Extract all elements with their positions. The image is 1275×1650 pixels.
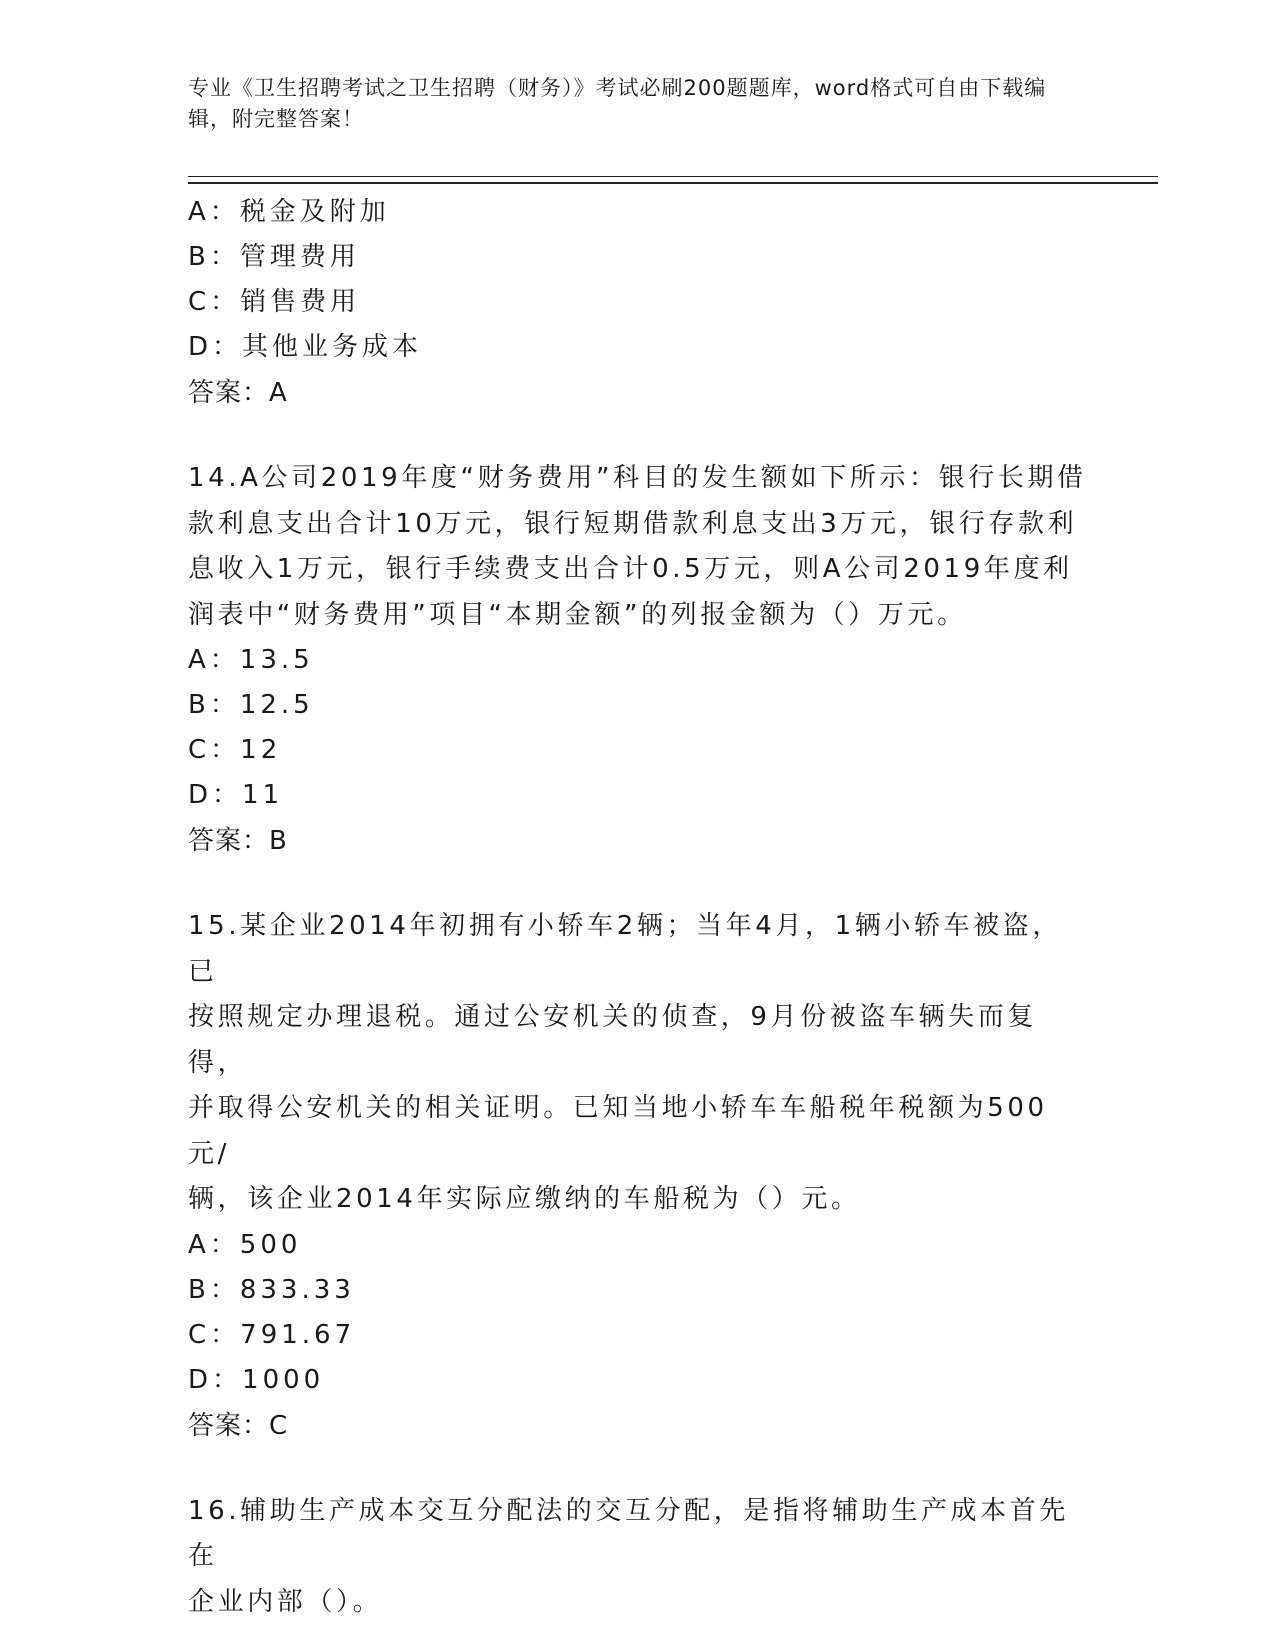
question-stem-line: 15.某企业2014年初拥有小轿车2辆；当年4月，1辆小轿车被盗，已 [188,911,1062,987]
spacer [188,864,1088,904]
question-stem-line: 按照规定办理退税。通过公安机关的侦查，9月份被盗车辆失而复得， [188,1002,1037,1078]
question-stem-line: 款利息支出合计10万元，银行短期借款利息支出3万元，银行存款利 [188,508,1078,539]
option-a: A：500 [188,1229,302,1260]
option-a: A：13.5 [188,645,314,675]
question-15 [188,904,1088,1449]
header-rule-thick [188,182,1158,184]
question-stem-line: 辆，该企业2014年实际应缴纳的车船税为（）元。 [188,1184,861,1214]
option-c: C：12 [188,735,282,765]
document-header: 专业《卫生招聘考试之卫生招聘（财务）》考试必刷200题题库，word格式可自由下载编辑，附完整答案！ [188,76,1047,131]
question-stem-line: 息收入1万元，银行手续费支出合计0.5万元，则A公司2019年度利 [188,554,1073,584]
option-d: D：11 [188,780,284,810]
option-c: C：销售费用 [188,287,361,317]
answer-line: 答案：A [188,378,288,408]
question-14 [188,456,1088,864]
option-b: B：管理费用 [188,242,360,272]
option-b: B：12.5 [188,690,314,720]
spacer [188,1449,1088,1489]
option-a: A：税金及附加 [188,197,390,227]
question-content [188,190,1088,1625]
option-d: D：其他业务成本 [188,332,423,362]
question-stem-line: 企业内部（）。 [188,1586,383,1617]
question-stem-line: 润表中“财务费用”项目“本期金额”的列报金额为（）万元。 [188,599,967,630]
answer-line: 答案：C [188,1410,289,1441]
question-stem-line: 并取得公安机关的相关证明。已知当地小轿车车船税年税额为500元/ [188,1093,1048,1169]
option-d: D：1000 [188,1364,325,1395]
question-stem-line: 16.辅助生产成本交互分配法的交互分配，是指将辅助生产成本首先在 [188,1495,1069,1571]
question-stem-line: 14.A公司2019年度“财务费用”科目的发生额如下所示：银行长期借 [188,463,1087,493]
option-c: C：791.67 [188,1319,356,1350]
spacer [188,416,1088,456]
header-rule-thin [188,176,1158,177]
answer-line: 答案：B [188,826,288,856]
question-16 [188,1489,1088,1626]
option-b: B：833.33 [188,1274,355,1305]
question-13 [188,190,1088,416]
